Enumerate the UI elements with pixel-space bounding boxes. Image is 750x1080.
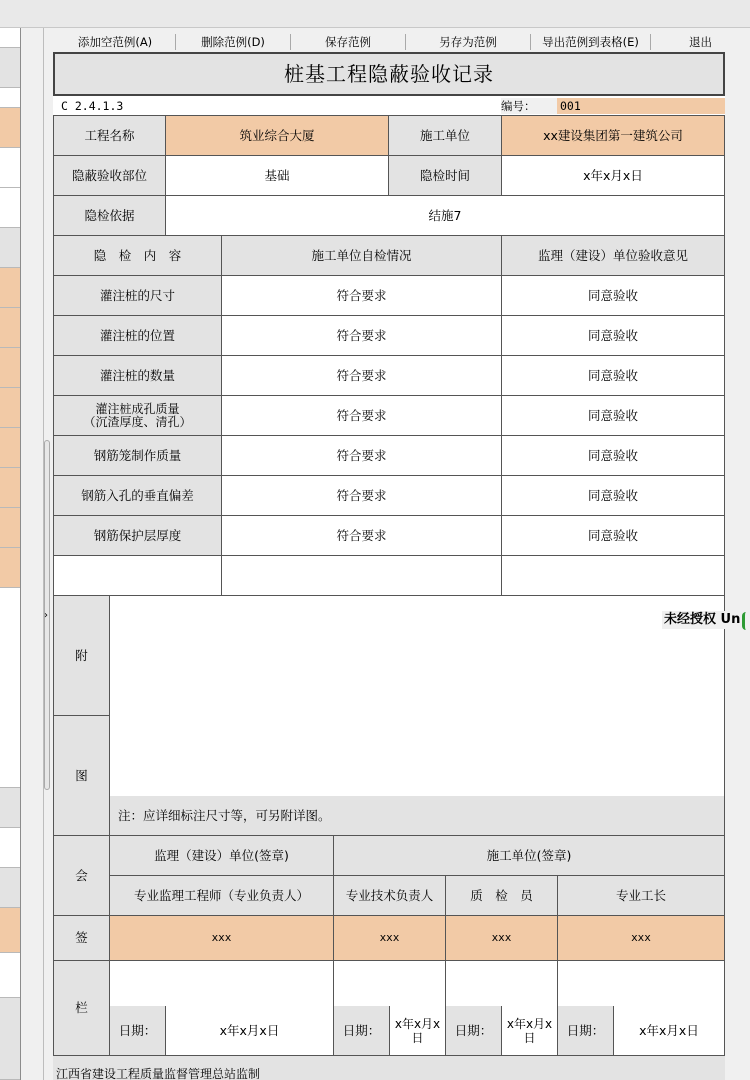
sheet-row [0,308,20,348]
signature-area[interactable] [110,961,334,1006]
save-as-template-button[interactable]: 另存为范例 [405,34,530,50]
signature-area[interactable] [446,961,558,1006]
window-top-strip [0,0,750,28]
date-label: 日期： [558,1006,614,1056]
acceptance-record-form [53,52,725,1080]
empty-content-cell[interactable] [54,556,222,596]
date-label: 日期： [446,1006,502,1056]
sheet-row [0,108,20,148]
item-self-check[interactable]: 符合要求 [222,516,502,556]
date-field[interactable]: x年x月x日 [390,1006,446,1056]
sheet-row [0,828,20,868]
signature-area[interactable] [558,961,725,1006]
item-content: 钢筋入孔的垂直偏差 [54,476,222,516]
item-self-check[interactable]: 符合要求 [222,396,502,436]
location-label: 隐蔽验收部位 [54,156,166,196]
self-check-header: 施工单位自检情况 [222,236,502,276]
signer-field[interactable]: xxx [446,916,558,961]
save-template-button[interactable]: 保存范例 [290,34,405,50]
item-opinion[interactable]: 同意验收 [502,276,725,316]
inspection-time-field[interactable]: x年x月x日 [502,156,725,196]
signature-area[interactable] [334,961,446,1006]
sheet-row [0,953,20,998]
date-label: 日期： [110,1006,166,1056]
signer-field[interactable]: xxx [110,916,334,961]
delete-template-button[interactable]: 删除范例(D) [175,34,290,50]
item-self-check[interactable]: 符合要求 [222,276,502,316]
item-content: 钢筋保护层厚度 [54,516,222,556]
project-name-field[interactable]: 筑业综合大厦 [166,116,389,156]
sheet-row [0,388,20,428]
sheet-row [0,908,20,953]
sheet-row [0,148,20,188]
sheet-row [0,868,20,908]
sheet-row [0,548,20,588]
add-empty-template-button[interactable]: 添加空范例(A) [77,35,153,49]
status-indicator-icon [742,612,750,630]
sheet-row [0,468,20,508]
inspection-time-label: 隐检时间 [389,156,502,196]
supervision-header: 监理（建设）单位验收意见 [502,236,725,276]
pane-gap [21,28,43,1080]
attachment-label: 附 [54,596,110,716]
footer-supervisor-text: 江西省建设工程质量监督管理总站监制 [56,1067,261,1080]
signer-field[interactable]: xxx [558,916,725,961]
sheet-row [0,428,20,468]
basis-field[interactable]: 结施7 [166,196,725,236]
date-field[interactable]: x年x月x日 [166,1006,334,1056]
date-label: 日期： [334,1006,390,1056]
date-field[interactable]: x年x月x日 [502,1006,558,1056]
item-self-check[interactable]: 符合要求 [222,316,502,356]
item-content: 灌注桩的位置 [54,316,222,356]
item-opinion[interactable]: 同意验收 [502,356,725,396]
sign-label: 签 [54,916,110,961]
exit-button[interactable]: 退出 [650,34,750,50]
number-field[interactable]: 001 [557,98,725,114]
attachment-label: 图 [54,716,110,836]
sheet-row [0,228,20,268]
project-name-label: 工程名称 [54,116,166,156]
item-opinion[interactable]: 同意验收 [502,316,725,356]
role-foreman: 专业工长 [558,876,725,916]
sheet-row [0,788,20,828]
item-self-check[interactable]: 符合要求 [222,356,502,396]
attachment-note: 注：应详细标注尺寸等，可另附详图。 [110,796,725,836]
sheet-row [0,88,20,108]
item-content: 灌注桩的尺寸 [54,276,222,316]
item-opinion[interactable]: 同意验收 [502,396,725,436]
item-content: 灌注桩的数量 [54,356,222,396]
sheet-row [0,588,20,788]
export-template-button[interactable]: 导出范例到表格(E) [530,34,650,50]
item-content: 灌注桩成孔质量 （沉渣厚度、清孔） [54,396,222,436]
number-label: 编号： [501,98,557,114]
item-opinion[interactable]: 同意验收 [502,436,725,476]
sheet-row [0,268,20,308]
signer-field[interactable]: xxx [334,916,446,961]
location-field[interactable]: 基础 [166,156,389,196]
form-code: C 2.4.1.3 [61,99,124,113]
date-field[interactable]: x年x月x日 [614,1006,725,1056]
sheet-row [0,28,20,48]
basis-label: 隐检依据 [54,196,166,236]
chevron-right-icon[interactable]: › [44,610,48,621]
unauthorized-watermark: 未经授权 Un [662,611,750,629]
item-self-check[interactable]: 符合要求 [222,436,502,476]
role-tech-lead: 专业技术负责人 [334,876,446,916]
sign-label: 栏 [54,961,110,1056]
item-self-check[interactable]: 符合要求 [222,476,502,516]
empty-opinion-cell[interactable] [502,556,725,596]
sign-label: 会 [54,836,110,916]
supervision-sign-header: 监理（建设）单位(签章) [110,836,334,876]
page-title: 桩基工程隐蔽验收记录 [53,52,725,96]
sheet-row [0,508,20,548]
item-content: 钢筋笼制作质量 [54,436,222,476]
sheet-row [0,48,20,88]
construction-sign-header: 施工单位(签章) [334,836,725,876]
role-supervisor: 专业监理工程师（专业负责人） [110,876,334,916]
sheet-row [0,188,20,228]
construction-unit-field[interactable]: xx建设集团第一建筑公司 [502,116,725,156]
outer-sheet-pane [0,28,21,1080]
toolbar [55,33,750,51]
sheet-row [0,348,20,388]
attachment-drawing-area[interactable] [110,596,725,796]
item-opinion[interactable]: 同意验收 [502,516,725,556]
sheet-row [0,998,20,1080]
item-opinion[interactable]: 同意验收 [502,476,725,516]
construction-unit-label: 施工单位 [389,116,502,156]
content-header: 隐 检 内 容 [54,236,222,276]
role-inspector: 质 检 员 [446,876,558,916]
empty-self-check-cell[interactable] [222,556,502,596]
